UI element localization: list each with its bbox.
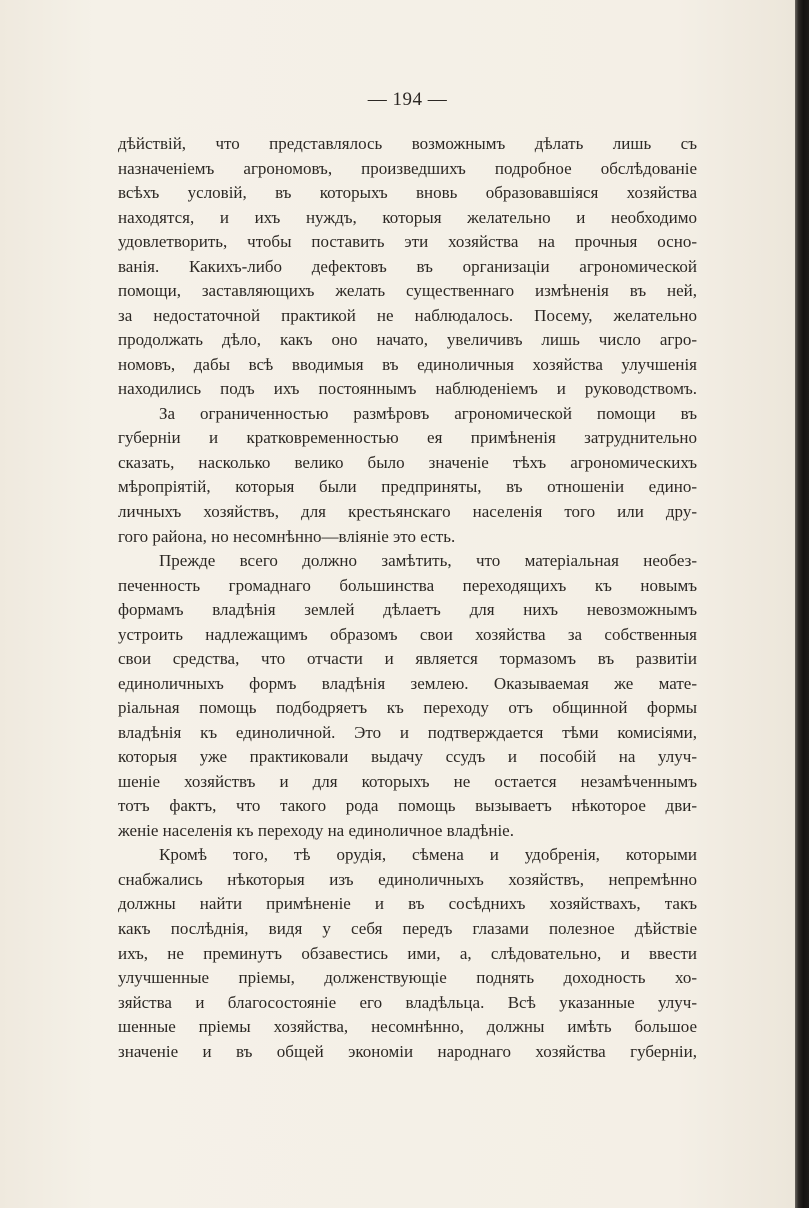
text-line: женіе населенія къ переходу на единоличное владѣніе. [118, 820, 514, 840]
text-line: удовлетворить, чтобы поставить эти хозяйства на прочныя осно- [118, 232, 697, 252]
text-line: которыя уже практиковали выдачу ссудъ и пособій на улуч- [118, 747, 697, 767]
text-line: снабжались нѣкоторыя изъ единоличныхъ хозяйствъ, непремѣнно [118, 869, 697, 889]
text-line: находились подъ ихъ постояннымъ наблюденіемъ и руководствомъ. [118, 379, 697, 399]
paragraph-3 [118, 549, 697, 843]
text-line: мѣропріятій, которыя были предприняты, въ отношеніи едино- [118, 477, 697, 497]
text-line: Кромѣ того, тѣ орудія, сѣмена и удобренія, которыми [159, 845, 697, 865]
text-line: шеніе хозяйствъ и для которыхъ не остается незамѣченнымъ [118, 771, 697, 791]
text-line: какъ послѣднія, видя у себя передъ глазами полезное дѣйствіе [118, 919, 697, 938]
text-line: назначеніемъ агрономовъ, произведшихъ подробное обслѣдованіе [118, 158, 697, 178]
paragraph-2 [118, 402, 697, 549]
text-line: единоличныхъ формъ владѣнія землею. Оказываемая же мате- [118, 673, 697, 693]
text-line: печенность громаднаго большинства переходящихъ къ новымъ [118, 575, 697, 595]
text-line: Прежде всего должно замѣтить, что матеріальная необез- [159, 551, 697, 571]
text-line: шенные пріемы хозяйства, несомнѣнно, должны имѣть большое [118, 1017, 697, 1037]
text-line: формамъ владѣнія землей дѣлаетъ для нихъ невозможнымъ [118, 600, 697, 620]
text-line: За ограниченностью размѣровъ агрономической помощи въ [159, 403, 697, 423]
text-line: помощи, заставляющихъ желать существеннаго измѣненія въ ней, [118, 281, 697, 301]
text-line: должны найти примѣненіе и въ сосѣднихъ хозяйствахъ, такъ [118, 894, 697, 914]
body-text [118, 132, 697, 1064]
page-number: — 194 — [367, 89, 448, 110]
text-line: гого района, но несомнѣнно—вліяніе это есть. [118, 526, 456, 546]
text-line: дѣйствій, что представлялось возможнымъ дѣлать лишь съ [118, 134, 697, 153]
text-line: владѣнія къ единоличной. Это и подтверждается тѣми комисіями, [118, 722, 697, 742]
text-line: номовъ, дабы всѣ вводимыя въ единоличныя хозяйства улучшенія [118, 354, 697, 374]
text-line: всѣхъ условій, въ которыхъ вновь образовавшіяся хозяйства [118, 183, 697, 203]
text-line: сказать, насколько велико было значеніе тѣхъ агрономическихъ [118, 452, 697, 472]
text-line: продолжать дѣло, какъ оно начато, увеличивъ лишь число агро- [118, 330, 697, 350]
paragraph-4 [118, 843, 697, 1064]
text-line: ихъ, не преминутъ обзавестись ими, а, слѣдовательно, и ввести [118, 943, 697, 963]
text-line: находятся, и ихъ нуждъ, которыя желательно и необходимо [118, 207, 697, 227]
text-line: личныхъ хозяйствъ, для крестьянскаго населенія того или дру- [118, 501, 697, 521]
text-line: ванія. Какихъ-либо дефектовъ въ организаціи агрономической [118, 256, 697, 276]
text-line: улучшенные пріемы, долженствующіе поднять доходность хо- [118, 968, 697, 988]
text-line: зяйства и благосостояніе его владѣльца. Всѣ указанные улуч- [118, 992, 697, 1012]
text-line: значеніе и въ общей экономіи народнаго хозяйства губерніи, [118, 1041, 697, 1061]
scan-edge-border [795, 0, 809, 1208]
text-line: ріальная помощь подбодряетъ къ переходу отъ общинной формы [118, 698, 697, 718]
text-line: тотъ фактъ, что такого рода помощь вызываетъ нѣкоторое дви- [118, 796, 697, 816]
paragraph-1 [118, 132, 697, 402]
text-line: свои средства, что отчасти и является тормазомъ въ развитіи [118, 649, 697, 669]
text-line: губерніи и кратковременностью ея примѣненія затруднительно [118, 428, 697, 448]
text-line: устроить надлежащимъ образомъ свои хозяйства за собственныя [118, 624, 697, 644]
text-line: за недостаточной практикой не наблюдалось. Посему, желательно [118, 305, 697, 325]
